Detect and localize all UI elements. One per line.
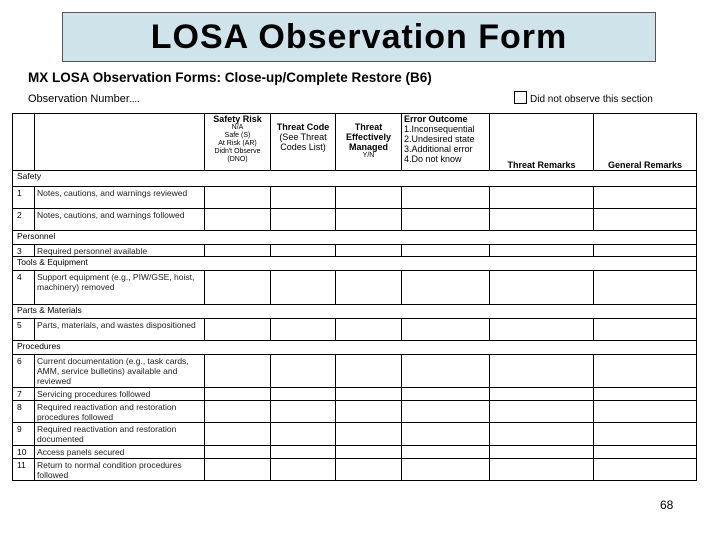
safety-risk-line: At Risk (AR): [218, 140, 257, 147]
header-general-remarks: [594, 114, 697, 171]
item-number: 5: [13, 319, 35, 341]
threat-remarks-cell[interactable]: [490, 319, 594, 341]
item-text: Required reactivation and restoration documented: [35, 423, 205, 446]
threat-remarks-cell[interactable]: [490, 209, 594, 231]
item-text: Return to normal condition procedures followed: [35, 459, 205, 481]
safety-risk-cell[interactable]: [205, 388, 271, 401]
error-outcome-cell[interactable]: [402, 459, 490, 481]
item-number: 10: [13, 446, 35, 459]
table-body: [13, 171, 697, 481]
table-row: [13, 187, 697, 209]
threat-remarks-cell[interactable]: [490, 187, 594, 209]
threat-managed-cell[interactable]: [336, 401, 402, 423]
threat-remarks-cell[interactable]: [490, 459, 594, 481]
item-text: Access panels secured: [35, 446, 205, 459]
error-outcome-cell[interactable]: [402, 388, 490, 401]
table-row: [13, 319, 697, 341]
general-remarks-cell[interactable]: [594, 355, 697, 388]
safety-risk-cell[interactable]: [205, 271, 271, 305]
header-threat-remarks: [490, 114, 594, 171]
safety-risk-cell[interactable]: [205, 423, 271, 446]
threat-managed-cell[interactable]: [336, 423, 402, 446]
table-row: [13, 355, 697, 388]
error-outcome-cell[interactable]: [402, 245, 490, 257]
threat-code-cell[interactable]: [271, 209, 336, 231]
safety-risk-cell[interactable]: [205, 459, 271, 481]
section-row: [13, 305, 697, 319]
threat-code-cell[interactable]: [271, 245, 336, 257]
general-remarks-cell[interactable]: [594, 423, 697, 446]
threat-remarks-cell[interactable]: [490, 245, 594, 257]
general-remarks-cell[interactable]: [594, 401, 697, 423]
general-remarks-cell[interactable]: [594, 459, 697, 481]
section-heading: Safety: [13, 171, 697, 187]
error-outcome-cell[interactable]: [402, 446, 490, 459]
threat-managed-cell[interactable]: [336, 446, 402, 459]
header-blank-item: [35, 114, 205, 171]
general-remarks-cell[interactable]: [594, 388, 697, 401]
error-outcome-line: 4.Do not know: [404, 154, 462, 164]
item-number: 11: [13, 459, 35, 481]
error-outcome-cell[interactable]: [402, 187, 490, 209]
threat-code-cell[interactable]: [271, 388, 336, 401]
threat-remarks-cell[interactable]: [490, 388, 594, 401]
table-row: [13, 446, 697, 459]
observation-number-label: Observation Number: [28, 93, 130, 105]
section-heading: Personnel: [13, 231, 697, 245]
threat-code-cell[interactable]: [271, 319, 336, 341]
error-outcome-cell[interactable]: [402, 271, 490, 305]
section-row: [13, 257, 697, 271]
threat-code-cell[interactable]: [271, 401, 336, 423]
safety-risk-cell[interactable]: [205, 187, 271, 209]
item-text: Support equipment (e.g., PIW/GSE, hoist, machinery) removed: [35, 271, 205, 305]
item-number: 8: [13, 401, 35, 423]
threat-managed-cell[interactable]: [336, 271, 402, 305]
table-row: [13, 423, 697, 446]
threat-managed-cell[interactable]: [336, 388, 402, 401]
header-threat-code: [271, 114, 336, 171]
error-outcome-line: 3.Additional error: [404, 144, 473, 154]
observation-number-dots: ....: [129, 94, 140, 104]
threat-code-cell[interactable]: [271, 187, 336, 209]
safety-risk-line: N/A: [231, 124, 244, 131]
threat-managed-cell[interactable]: [336, 245, 402, 257]
observation-table: [12, 113, 697, 481]
error-outcome-cell[interactable]: [402, 319, 490, 341]
threat-code-cell[interactable]: [271, 423, 336, 446]
safety-risk-line: (DNO): [227, 156, 248, 163]
item-number: 1: [13, 187, 35, 209]
threat-remarks-cell[interactable]: [490, 446, 594, 459]
safety-risk-title: Safety Risk: [213, 114, 262, 124]
threat-code-cell[interactable]: [271, 355, 336, 388]
general-remarks-cell[interactable]: [594, 319, 697, 341]
threat-managed-cell[interactable]: [336, 209, 402, 231]
section-row: [13, 231, 697, 245]
header-safety-risk: [205, 114, 271, 171]
general-remarks-cell[interactable]: [594, 446, 697, 459]
section-heading: Parts & Materials: [13, 305, 697, 319]
error-outcome-line: 2.Undesired state: [404, 134, 475, 144]
safety-risk-cell[interactable]: [205, 355, 271, 388]
safety-risk-cell[interactable]: [205, 319, 271, 341]
header-row: [13, 114, 697, 171]
threat-code-note: (See Threat Codes List): [279, 132, 327, 152]
item-number: 4: [13, 271, 35, 305]
table-row: [13, 401, 697, 423]
header-error-outcome: [402, 114, 490, 171]
page-banner-title: LOSA Observation Form: [62, 12, 656, 62]
safety-risk-line: Didn't Observe: [214, 148, 261, 155]
table-row: [13, 388, 697, 401]
safety-risk-cell[interactable]: [205, 209, 271, 231]
general-remarks-cell[interactable]: [594, 209, 697, 231]
error-outcome-cell[interactable]: [402, 401, 490, 423]
form-title: MX LOSA Observation Forms: Close-up/Complete Restore (B6): [28, 70, 432, 85]
threat-code-title: Threat Code: [276, 122, 330, 132]
error-outcome-cell[interactable]: [402, 355, 490, 388]
item-number: 6: [13, 355, 35, 388]
table-row: [13, 459, 697, 481]
safety-risk-line: Safe (S): [224, 132, 251, 139]
safety-risk-cell[interactable]: [205, 245, 271, 257]
threat-managed-cell[interactable]: [336, 459, 402, 481]
threat-remarks-cell[interactable]: [490, 401, 594, 423]
error-outcome-title: Error Outcome: [404, 114, 468, 124]
item-text: Servicing procedures followed: [35, 388, 205, 401]
general-remarks-cell[interactable]: [594, 271, 697, 305]
threat-code-cell[interactable]: [271, 459, 336, 481]
threat-managed-cell[interactable]: [336, 355, 402, 388]
threat-remarks-cell[interactable]: [490, 423, 594, 446]
section-heading: Procedures: [13, 341, 697, 355]
item-text: Notes, cautions, and warnings followed: [35, 209, 205, 231]
item-number: 7: [13, 388, 35, 401]
error-outcome-cell[interactable]: [402, 209, 490, 231]
header-blank-num: [13, 114, 35, 171]
table-row: [13, 209, 697, 231]
threat-remarks-cell[interactable]: [490, 355, 594, 388]
error-outcome-line: 1.Inconsequential: [404, 124, 475, 134]
not-observed-checkbox[interactable]: [514, 91, 527, 104]
threat-managed-cell[interactable]: [336, 319, 402, 341]
item-text: Current documentation (e.g., task cards, AMM, service bulletins) available and reviewed: [35, 355, 205, 388]
item-text: Parts, materials, and wastes dispositioned: [35, 319, 205, 341]
item-number: 3: [13, 245, 35, 257]
general-remarks-title: General Remarks: [607, 160, 683, 170]
observation-number: [28, 93, 140, 105]
general-remarks-cell[interactable]: [594, 187, 697, 209]
table-row: [13, 271, 697, 305]
error-outcome-cell[interactable]: [402, 423, 490, 446]
threat-code-cell[interactable]: [271, 446, 336, 459]
section-heading: Tools & Equipment: [13, 257, 697, 271]
item-number: 2: [13, 209, 35, 231]
item-text: Notes, cautions, and warnings reviewed: [35, 187, 205, 209]
not-observed-label: Did not observe this section: [530, 94, 653, 105]
safety-risk-cell[interactable]: [205, 446, 271, 459]
section-row: [13, 341, 697, 355]
threat-remarks-cell[interactable]: [490, 271, 594, 305]
threat-managed-note: Y/N: [362, 152, 375, 159]
item-text: Required reactivation and restoration procedures followed: [35, 401, 205, 423]
general-remarks-cell[interactable]: [594, 245, 697, 257]
header-threat-managed: [336, 114, 402, 171]
item-number: 9: [13, 423, 35, 446]
threat-managed-title: Threat Effectively Managed: [345, 122, 392, 152]
item-text: Required personnel available: [35, 245, 205, 257]
table-row: [13, 245, 697, 257]
threat-managed-cell[interactable]: [336, 187, 402, 209]
threat-code-cell[interactable]: [271, 271, 336, 305]
safety-risk-cell[interactable]: [205, 401, 271, 423]
section-row: [13, 171, 697, 187]
threat-remarks-title: Threat Remarks: [507, 160, 576, 170]
page-number: 68: [660, 498, 674, 512]
